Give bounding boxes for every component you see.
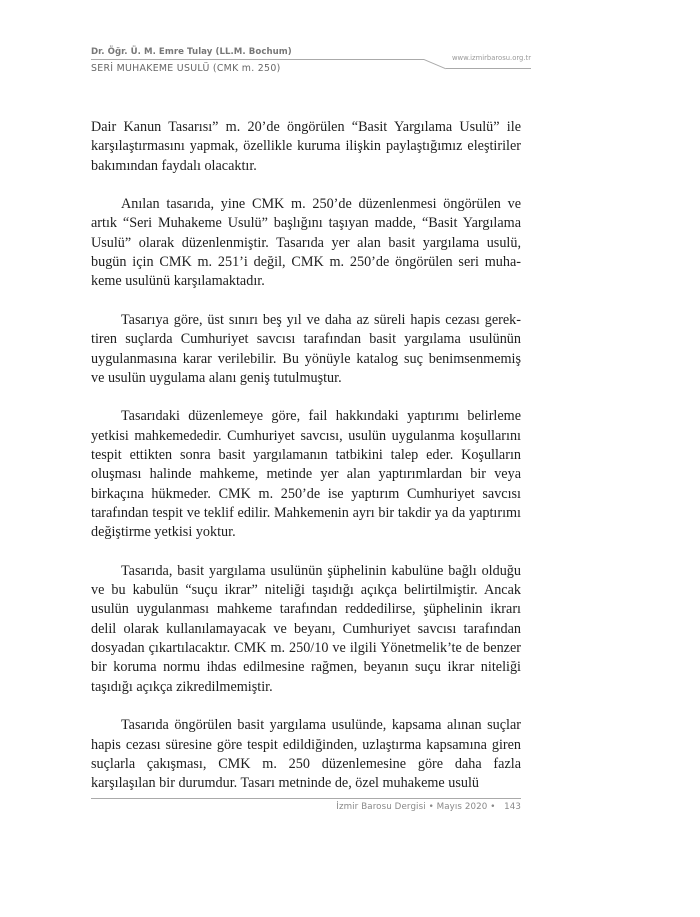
paragraph: Anılan tasarıda, yine CMK m. 250’de düzenlenmesi öngörülen ve artık “Seri Muhakeme Usulü” başlığını taşıyan madde, “Basit Yargılama Usulü” olarak düzenlenmiştir. Tasarıda yer alan basit yargılama usulü, bugün için CMK m. 251’i değil, CMK m. 250’de öngörülen seri muhakeme usulünü karşılamaktadır. xyxy=(91,196,521,290)
paragraph: Tasarıdaki düzenlemeye göre, fail hakkındaki yaptırımı belirleme yetkisi mahkemededir. Cumhuriyet savcısı, usulün uygulanma koşullarını tespit ettikten sonra basit yargılamanın tatbikini talep eder. Koşulların oluşması halinde mahkeme, metinde yer alan yaptırımlardan bir veya birkaçına hükmeder. CMK m. 250’de ise yaptırım Cumhuriyet savcısı tarafından tespit ve teklif edilir. Mahkemenin ayrı bir takdir ya da yaptırımı değiştirme yetkisi yoktur. xyxy=(91,408,521,541)
paragraph: Dair Kanun Tasarısı” m. 20’de öngörülen “Basit Yargılama Usulü” ile karşılaştırmasını yapmak, özellikle kuruma ilişkin paylaştığımız eleştiriler bakımından faydalı olacaktır. xyxy=(91,119,521,174)
paragraph: Tasarıda öngörülen basit yargılama usulünde, kapsama alınan suçlar hapis cezası süresine göre tespit edildiğinden, uzlaştırma kapsamına giren suçlarla çakışması, CMK m. 250 düzenlemesine göre daha fazla karşılaşılan bir durumdur. Tasarı metninde de, özel muhakeme usulü xyxy=(91,717,521,792)
paragraph: Tasarıya göre, üst sınırı beş yıl ve daha az süreli hapis cezası gerektiren suçlarda Cumhuriyet savcısı tarafından basit yargılama usulünün uygulanmasına karar verilebilir. Bu yönüyle katalog suç benimsenmemiş ve usulün uygulama alanı geniş tutulmuştur. xyxy=(91,311,521,386)
paragraph: Tasarıda, basit yargılama usulünün şüphelinin kabulüne bağlı olduğu ve bu kabulün “suçu ikrar” niteliği taşıdığı açıkça belirtilmiştir. Ancak usulün uygulanması mahkeme tarafından reddedilirse, şüphelinin ikrarı delil olarak kullanılamayacak ve beyanı, Cumhuriyet savcısı tarafından dosyadan çıkartılacaktır. CMK m. 250/10 ve ilgili Yönetmelik’te de benzer bir koruma normu ihdas edilmesine rağmen, beyanın suçu ikrar niteliği taşıdığı açıkça zikredilmemiştir. xyxy=(91,562,521,695)
author-name: Dr. Öğr. Ü. M. Emre Tulay (LL.M. Bochum) xyxy=(91,47,292,57)
footer-rule xyxy=(91,798,521,799)
running-title: SERİ MUHAKEME USULÜ (CMK m. 250) xyxy=(91,63,281,74)
header-rule-right xyxy=(446,68,531,69)
header-rule-slant xyxy=(424,59,446,69)
page-footer xyxy=(91,798,521,818)
page-header xyxy=(91,47,531,77)
footer-info xyxy=(336,802,521,812)
article-body xyxy=(91,118,521,813)
website-url: www.izmirbarosu.org.tr xyxy=(451,54,531,62)
header-rule xyxy=(91,59,424,60)
page-number: 143 xyxy=(504,802,521,812)
journal-name: İzmir Barosu Dergisi • Mayıs 2020 • xyxy=(336,802,496,812)
